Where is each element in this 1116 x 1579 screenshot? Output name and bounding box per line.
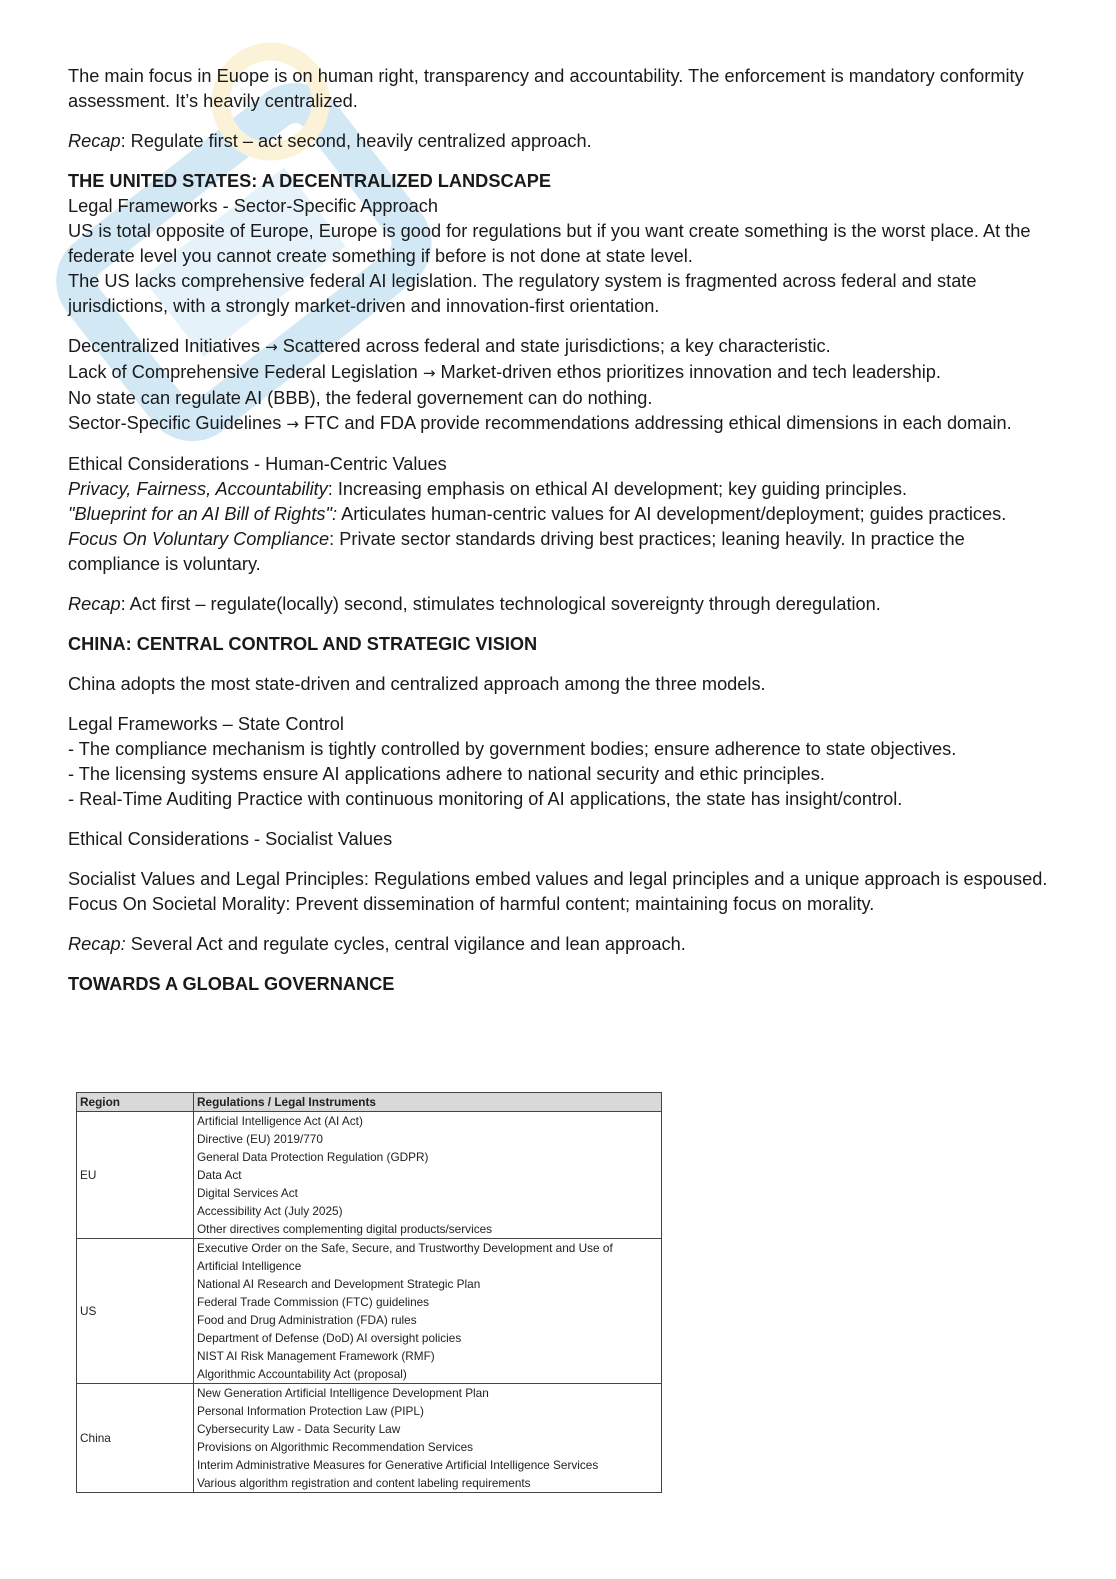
china-recap: [68, 932, 1058, 957]
china-legal-item: - The licensing systems ensure AI applications adhere to national security and ethic principles.: [68, 764, 825, 784]
recap-text: : Regulate first – act second, heavily centralized approach.: [120, 131, 592, 151]
instrument-item: Provisions on Algorithmic Recommendation Services: [197, 1440, 474, 1454]
us-decentral-line: [68, 334, 1058, 360]
us-legal-title: Legal Frameworks - Sector-Specific Approach: [68, 196, 438, 216]
instrument-item: Data Act: [197, 1168, 242, 1182]
decentral-label: Decentralized Initiatives: [68, 336, 261, 356]
table-row: [77, 1239, 662, 1384]
instrument-item: Executive Order on the Safe, Secure, and Trustworthy Development and Use of: [197, 1241, 613, 1255]
blueprint-text: Articulates human-centric values for AI development/deployment; guides practices.: [337, 504, 1007, 524]
instrument-item: Algorithmic Accountability Act (proposal): [197, 1367, 407, 1381]
arrow-right-icon: →: [422, 364, 436, 382]
column-header-region: Region: [77, 1093, 194, 1112]
instrument-item: Food and Drug Administration (FDA) rules: [197, 1313, 417, 1327]
recap-label: Recap: [68, 131, 121, 151]
region-cell: US: [77, 1239, 194, 1384]
china-values-block: [68, 867, 1058, 917]
china-legal-block: [68, 712, 1058, 812]
recap-label: Recap: [68, 594, 121, 614]
instrument-item: National AI Research and Development Strategic Plan: [197, 1277, 481, 1291]
us-recap: [68, 592, 1058, 617]
china-morality-line: Focus On Societal Morality: Prevent dissemination of harmful content; maintaining focus on morality.: [68, 894, 875, 914]
recap-text: Several Act and regulate cycles, central vigilance and lean approach.: [125, 934, 686, 954]
instrument-item: NIST AI Risk Management Framework (RMF): [197, 1349, 435, 1363]
instrument-item: Accessibility Act (July 2025): [197, 1204, 343, 1218]
instrument-item: New Generation Artificial Intelligence Development Plan: [197, 1386, 489, 1400]
instrument-item: Department of Defense (DoD) AI oversight policies: [197, 1331, 462, 1345]
china-legal-item: - The compliance mechanism is tightly controlled by government bodies; ensure adherence to state objectives.: [68, 739, 957, 759]
instrument-item: Personal Information Protection Law (PIPL): [197, 1404, 424, 1418]
us-initiatives-block: [68, 334, 1058, 437]
instrument-item: Directive (EU) 2019/770: [197, 1132, 323, 1146]
us-sector-line: [68, 411, 1058, 437]
regulations-table: [76, 1092, 662, 1493]
us-no-state-line: No state can regulate AI (BBB), the federal governement can do nothing.: [68, 388, 653, 408]
instrument-item: Federal Trade Commission (FTC) guidelines: [197, 1295, 430, 1309]
instrument-item: Artificial Intelligence: [197, 1259, 302, 1273]
instrument-item: Digital Services Act: [197, 1186, 298, 1200]
instrument-item: General Data Protection Regulation (GDPR): [197, 1150, 429, 1164]
us-legal-paragraph-2: The US lacks comprehensive federal AI legislation. The regulatory system is fragmented across federal and state jurisdictions, with a strongly market-driven and innovation-first orientation.: [68, 271, 977, 316]
us-ethics-block: [68, 452, 1058, 577]
us-ethics-title: Ethical Considerations - Human-Centric Values: [68, 454, 447, 474]
recap-label: Recap:: [68, 934, 126, 954]
us-blueprint-line: [68, 502, 1058, 527]
instrument-item: Artificial Intelligence Act (AI Act): [197, 1114, 363, 1128]
lack-label: Lack of Comprehensive Federal Legislation: [68, 362, 418, 382]
us-legal-paragraph-1: US is total opposite of Europe, Europe is good for regulations but if you want create something is the worst place. At the federate level you cannot create something if before is not done at state level.: [68, 221, 1031, 266]
voluntary-text: : Private sector standards driving best practices; leaning heavily. In practice the compliance is voluntary.: [68, 529, 965, 574]
sector-label: Sector-Specific Guidelines: [68, 413, 282, 433]
global-heading: TOWARDS A GLOBAL GOVERNANCE: [68, 974, 395, 994]
china-heading: CHINA: CENTRAL CONTROL AND STRATEGIC VISION: [68, 634, 538, 654]
us-heading: THE UNITED STATES: A DECENTRALIZED LANDSCAPE: [68, 171, 551, 191]
document-body: [68, 64, 1058, 997]
china-intro: China adopts the most state-driven and centralized approach among the three models.: [68, 674, 766, 694]
europe-recap: [68, 129, 1058, 154]
us-legal-block: [68, 194, 1058, 319]
decentral-text: Scattered across federal and state jurisdictions; a key characteristic.: [282, 336, 831, 356]
china-legal-title: Legal Frameworks – State Control: [68, 714, 344, 734]
us-voluntary-line: [68, 527, 1058, 577]
us-privacy-line: [68, 477, 1058, 502]
europe-focus-paragraph: The main focus in Euope is on human right, transparency and accountability. The enforcement is mandatory conformity assessment. It’s heavily centralized.: [68, 66, 1024, 111]
us-lack-line: [68, 360, 1058, 386]
sector-text: FTC and FDA provide recommendations addressing ethical dimensions in each domain.: [304, 413, 1012, 433]
arrow-right-icon: →: [286, 415, 299, 433]
table-header-row: [77, 1093, 662, 1112]
recap-text: : Act first – regulate(locally) second, stimulates technological sovereignty through deregulation.: [120, 594, 881, 614]
lack-text: Market-driven ethos prioritizes innovation and tech leadership.: [440, 362, 941, 382]
table-row: [77, 1112, 662, 1239]
table-row: [77, 1384, 662, 1493]
arrow-right-icon: →: [265, 338, 278, 356]
instrument-item: Interim Administrative Measures for Generative Artificial Intelligence Services: [197, 1458, 599, 1472]
instrument-item: Various algorithm registration and content labeling requirements: [197, 1476, 531, 1490]
voluntary-label: Focus On Voluntary Compliance: [68, 529, 330, 549]
china-legal-item: - Real-Time Auditing Practice with continuous monitoring of AI applications, the state has insight/control.: [68, 789, 903, 809]
privacy-label: Privacy, Fairness, Accountability: [68, 479, 328, 499]
china-ethics-title: Ethical Considerations - Socialist Values: [68, 829, 393, 849]
instrument-item: Other directives complementing digital products/services: [197, 1222, 493, 1236]
privacy-text: : Increasing emphasis on ethical AI development; key guiding principles.: [327, 479, 908, 499]
china-socialist-line: Socialist Values and Legal Principles: Regulations embed values and legal principles and a unique approach is espoused.: [68, 869, 1048, 889]
instruments-cell: [194, 1239, 662, 1384]
region-cell: EU: [77, 1112, 194, 1239]
blueprint-label: "Blueprint for an AI Bill of Rights":: [68, 504, 338, 524]
instruments-cell: [194, 1384, 662, 1493]
instrument-item: Cybersecurity Law - Data Security Law: [197, 1422, 401, 1436]
region-cell: China: [77, 1384, 194, 1493]
instruments-cell: [194, 1112, 662, 1239]
column-header-instruments: Regulations / Legal Instruments: [194, 1093, 662, 1112]
